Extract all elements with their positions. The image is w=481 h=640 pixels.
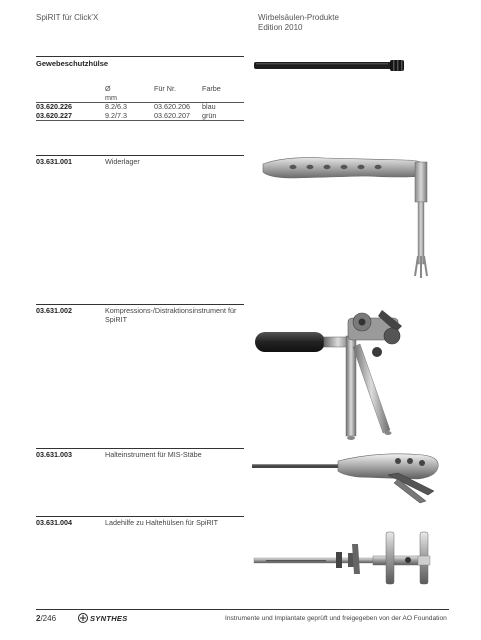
- item3-rule: [36, 448, 244, 449]
- row1-fuer-nr: 03.620.206: [154, 102, 190, 111]
- item3-art: 03.631.003: [36, 450, 72, 459]
- header-right-line2: Edition 2010: [258, 23, 303, 32]
- footer-note: Instrumente und Implantate geprüft und freigegeben von der AO Foundation: [225, 615, 447, 622]
- row2-fuer-nr: 03.620.207: [154, 111, 190, 120]
- page-number-rest: /246: [40, 614, 57, 623]
- table-rule-bottom: [36, 120, 244, 121]
- row1-diameter: 8.2/6.3: [105, 102, 127, 111]
- col-fuer-nr: Für Nr.: [154, 84, 176, 93]
- item2-desc2: SpiRIT: [105, 315, 127, 324]
- widerlager-image: [255, 152, 455, 282]
- section-rule-1: [36, 56, 244, 57]
- header-left: SpiRIT für Click'X: [36, 13, 99, 22]
- col-diameter-unit: mm: [105, 93, 117, 102]
- row2-art: 03.620.227: [36, 111, 72, 120]
- footer-rule: [36, 609, 449, 610]
- page-number-bold: 2: [36, 614, 41, 623]
- item4-rule: [36, 516, 244, 517]
- item2-rule: [36, 304, 244, 305]
- synthes-logo-icon: [78, 613, 88, 623]
- loading-aid-image: [248, 518, 448, 590]
- item2-desc: Kompressions-/Distraktionsinstrument für: [105, 306, 237, 315]
- col-farbe: Farbe: [202, 84, 221, 93]
- compression-distraction-image: [252, 300, 422, 445]
- row1-farbe: blau: [202, 102, 216, 111]
- item1-rule: [36, 155, 244, 156]
- col-diameter: Ø: [105, 84, 111, 93]
- sleeve-image: [250, 55, 410, 75]
- item1-art: 03.631.001: [36, 157, 72, 166]
- item1-desc: Widerlager: [105, 157, 140, 166]
- synthes-logo: [78, 613, 128, 623]
- row2-farbe: grün: [202, 111, 217, 120]
- section-title: Gewebeschutzhülse: [36, 59, 109, 68]
- synthes-logo-text: SYNTHES: [90, 613, 128, 623]
- header-right-line1: Wirbelsäulen-Produkte: [258, 13, 339, 22]
- row1-art: 03.620.226: [36, 102, 72, 111]
- item3-desc: Halteinstrument für MIS-Stäbe: [105, 450, 202, 459]
- item4-desc: Ladehilfe zu Haltehülsen für SpiRIT: [105, 518, 219, 527]
- item2-art: 03.631.002: [36, 306, 72, 315]
- rod-holder-image: [248, 445, 448, 505]
- page-number: [36, 614, 56, 623]
- row2-diameter: 9.2/7.3: [105, 111, 127, 120]
- item4-art: 03.631.004: [36, 518, 72, 527]
